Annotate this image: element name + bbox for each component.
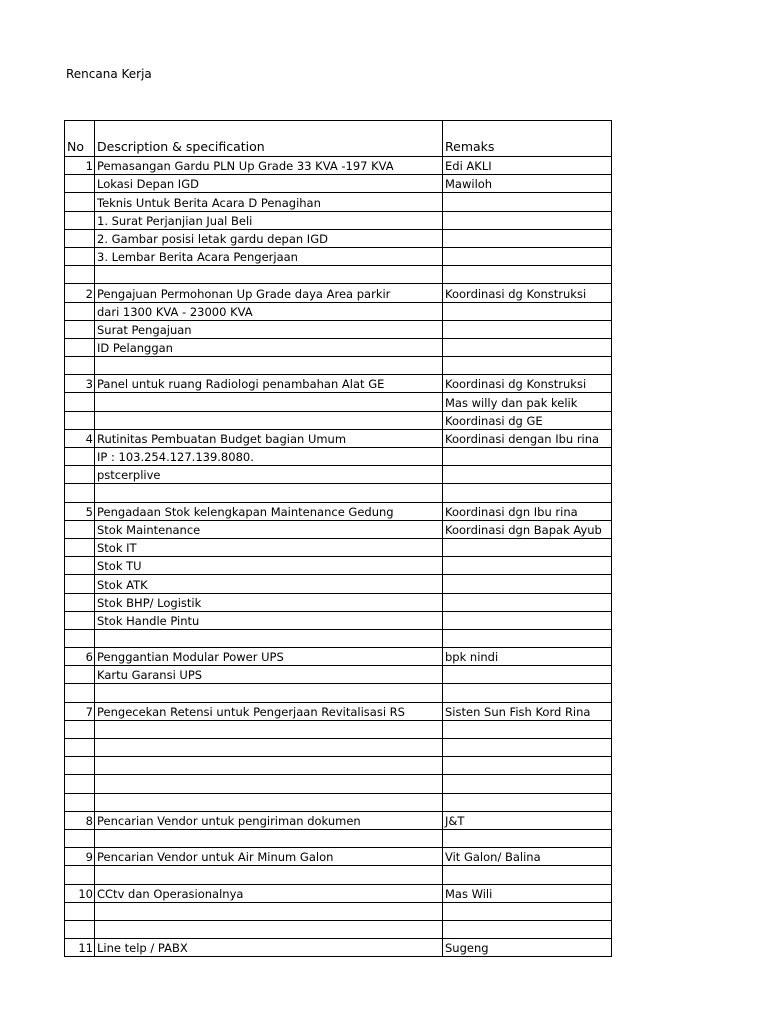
cell-no (65, 357, 95, 375)
table-row (65, 939, 612, 957)
cell-remarks: J&T (443, 811, 612, 829)
cell-description (95, 866, 443, 884)
cell-description: ID Pelanggan (95, 338, 443, 356)
cell-remarks (443, 629, 612, 647)
table-row (65, 193, 612, 211)
cell-description (95, 393, 443, 411)
cell-remarks (443, 484, 612, 502)
cell-remarks: Mawiloh (443, 175, 612, 193)
cell-no (65, 793, 95, 811)
cell-description: Pengajuan Permohonan Up Grade daya Area parkir (95, 284, 443, 302)
column-header-remarks: Remaks (443, 121, 612, 157)
table-row (65, 375, 612, 393)
cell-remarks: Sisten Sun Fish Kord Rina (443, 702, 612, 720)
cell-description: Panel untuk ruang Radiologi penambahan Alat GE (95, 375, 443, 393)
cell-remarks (443, 557, 612, 575)
table-row (65, 157, 612, 175)
cell-description: 1. Surat Perjanjian Jual Beli (95, 211, 443, 229)
cell-no (65, 520, 95, 538)
column-header-description: Description & specification (95, 121, 443, 157)
cell-description: 3. Lembar Berita Acara Pengerjaan (95, 247, 443, 265)
cell-description: Stok Maintenance (95, 520, 443, 538)
table-row (65, 211, 612, 229)
cell-remarks: Koordinasi dgn Ibu rina (443, 502, 612, 520)
cell-no (65, 411, 95, 429)
cell-remarks: Koordinasi dg Konstruksi (443, 375, 612, 393)
cell-no (65, 611, 95, 629)
document-title: Rencana Kerja (66, 67, 152, 81)
cell-remarks (443, 684, 612, 702)
cell-remarks: Koordinasi dg GE (443, 411, 612, 429)
cell-remarks (443, 829, 612, 847)
cell-remarks: bpk nindi (443, 648, 612, 666)
cell-description: dari 1300 KVA - 23000 KVA (95, 302, 443, 320)
cell-remarks (443, 593, 612, 611)
table-row (65, 920, 612, 938)
cell-no (65, 775, 95, 793)
table-row (65, 775, 612, 793)
cell-no: 4 (65, 429, 95, 447)
cell-description: CCtv dan Operasionalnya (95, 884, 443, 902)
cell-description (95, 720, 443, 738)
cell-description: IP : 103.254.127.139.8080. (95, 448, 443, 466)
cell-remarks (443, 611, 612, 629)
cell-remarks (443, 193, 612, 211)
table-row (65, 320, 612, 338)
cell-description: Kartu Garansi UPS (95, 666, 443, 684)
table-row (65, 302, 612, 320)
cell-no (65, 666, 95, 684)
work-plan-table (64, 120, 612, 957)
cell-no (65, 575, 95, 593)
table-row (65, 575, 612, 593)
cell-description: Lokasi Depan IGD (95, 175, 443, 193)
cell-no (65, 593, 95, 611)
table-row (65, 848, 612, 866)
cell-no (65, 684, 95, 702)
cell-description: Pencarian Vendor untuk pengiriman dokumen (95, 811, 443, 829)
cell-remarks (443, 666, 612, 684)
cell-description: Teknis Untuk Berita Acara D Penagihan (95, 193, 443, 211)
cell-no (65, 229, 95, 247)
table-row (65, 702, 612, 720)
cell-description: 2. Gambar posisi letak gardu depan IGD (95, 229, 443, 247)
table-row (65, 448, 612, 466)
cell-no (65, 466, 95, 484)
cell-no (65, 302, 95, 320)
table-row (65, 284, 612, 302)
table-row (65, 538, 612, 556)
cell-remarks: Koordinasi dgn Bapak Ayub (443, 520, 612, 538)
cell-description: Rutinitas Pembuatan Budget bagian Umum (95, 429, 443, 447)
cell-remarks: Sugeng (443, 939, 612, 957)
cell-description (95, 793, 443, 811)
cell-remarks (443, 247, 612, 265)
cell-no (65, 629, 95, 647)
cell-description (95, 739, 443, 757)
cell-no: 11 (65, 939, 95, 957)
table-row (65, 720, 612, 738)
cell-remarks (443, 739, 612, 757)
cell-description: Surat Pengajuan (95, 320, 443, 338)
cell-description (95, 757, 443, 775)
table-row (65, 611, 612, 629)
table-row (65, 884, 612, 902)
cell-no: 8 (65, 811, 95, 829)
cell-no: 3 (65, 375, 95, 393)
cell-no: 6 (65, 648, 95, 666)
cell-no (65, 739, 95, 757)
cell-no (65, 538, 95, 556)
cell-remarks (443, 302, 612, 320)
cell-description: Pencarian Vendor untuk Air Minum Galon (95, 848, 443, 866)
cell-remarks (443, 320, 612, 338)
cell-remarks (443, 448, 612, 466)
table-row (65, 466, 612, 484)
cell-remarks (443, 866, 612, 884)
cell-no (65, 902, 95, 920)
cell-remarks (443, 211, 612, 229)
cell-description: Line telp / PABX (95, 939, 443, 957)
table-row (65, 739, 612, 757)
table-row (65, 666, 612, 684)
cell-remarks (443, 266, 612, 284)
cell-no: 1 (65, 157, 95, 175)
table-row (65, 229, 612, 247)
cell-no (65, 829, 95, 847)
table-row (65, 648, 612, 666)
cell-remarks (443, 575, 612, 593)
cell-description: Pengadaan Stok kelengkapan Maintenance Gedung (95, 502, 443, 520)
table-header-row (65, 121, 612, 157)
table-row (65, 866, 612, 884)
cell-description: Stok IT (95, 538, 443, 556)
cell-no: 2 (65, 284, 95, 302)
table-row (65, 593, 612, 611)
cell-no (65, 866, 95, 884)
cell-no (65, 211, 95, 229)
cell-remarks (443, 357, 612, 375)
cell-no (65, 193, 95, 211)
cell-remarks (443, 902, 612, 920)
table-row (65, 902, 612, 920)
column-header-no: No (65, 121, 95, 157)
table-row (65, 411, 612, 429)
cell-remarks (443, 720, 612, 738)
cell-remarks: Mas willy dan pak kelik (443, 393, 612, 411)
table-row (65, 684, 612, 702)
cell-description (95, 775, 443, 793)
table-row (65, 557, 612, 575)
cell-remarks (443, 775, 612, 793)
cell-description (95, 629, 443, 647)
cell-remarks (443, 920, 612, 938)
table-row (65, 629, 612, 647)
cell-description: Penggantian Modular Power UPS (95, 648, 443, 666)
cell-description: Stok ATK (95, 575, 443, 593)
cell-remarks (443, 757, 612, 775)
table-row (65, 266, 612, 284)
cell-description (95, 920, 443, 938)
table-body (65, 157, 612, 957)
cell-remarks: Koordinasi dg Konstruksi (443, 284, 612, 302)
table-row (65, 829, 612, 847)
cell-no (65, 557, 95, 575)
table-row (65, 357, 612, 375)
cell-remarks (443, 466, 612, 484)
table-row (65, 502, 612, 520)
cell-no (65, 247, 95, 265)
cell-no (65, 175, 95, 193)
table-row (65, 520, 612, 538)
cell-description (95, 411, 443, 429)
cell-no (65, 720, 95, 738)
table-row (65, 811, 612, 829)
cell-no: 10 (65, 884, 95, 902)
cell-no (65, 920, 95, 938)
cell-description (95, 684, 443, 702)
cell-description: Stok TU (95, 557, 443, 575)
cell-remarks: Mas Wili (443, 884, 612, 902)
cell-no (65, 266, 95, 284)
cell-no (65, 338, 95, 356)
cell-remarks (443, 229, 612, 247)
cell-description: Pengecekan Retensi untuk Pengerjaan Revitalisasi RS (95, 702, 443, 720)
cell-description (95, 357, 443, 375)
table-row (65, 793, 612, 811)
cell-no (65, 448, 95, 466)
cell-description (95, 829, 443, 847)
cell-no (65, 393, 95, 411)
table-row (65, 429, 612, 447)
cell-description: Pemasangan Gardu PLN Up Grade 33 KVA -197 KVA (95, 157, 443, 175)
cell-no: 7 (65, 702, 95, 720)
cell-remarks: Koordinasi dengan Ibu rina (443, 429, 612, 447)
cell-remarks (443, 338, 612, 356)
cell-description: Stok Handle Pintu (95, 611, 443, 629)
cell-remarks (443, 793, 612, 811)
cell-description (95, 266, 443, 284)
table-row (65, 393, 612, 411)
cell-description (95, 902, 443, 920)
table-row (65, 338, 612, 356)
cell-no (65, 757, 95, 775)
cell-remarks: Vit Galon/ Balina (443, 848, 612, 866)
cell-remarks (443, 538, 612, 556)
cell-no: 9 (65, 848, 95, 866)
cell-description: pstcerplive (95, 466, 443, 484)
table-row (65, 175, 612, 193)
cell-no (65, 484, 95, 502)
cell-remarks: Edi AKLI (443, 157, 612, 175)
table-row (65, 247, 612, 265)
cell-description (95, 484, 443, 502)
table-row (65, 484, 612, 502)
cell-no: 5 (65, 502, 95, 520)
table-row (65, 757, 612, 775)
cell-no (65, 320, 95, 338)
cell-description: Stok BHP/ Logistik (95, 593, 443, 611)
